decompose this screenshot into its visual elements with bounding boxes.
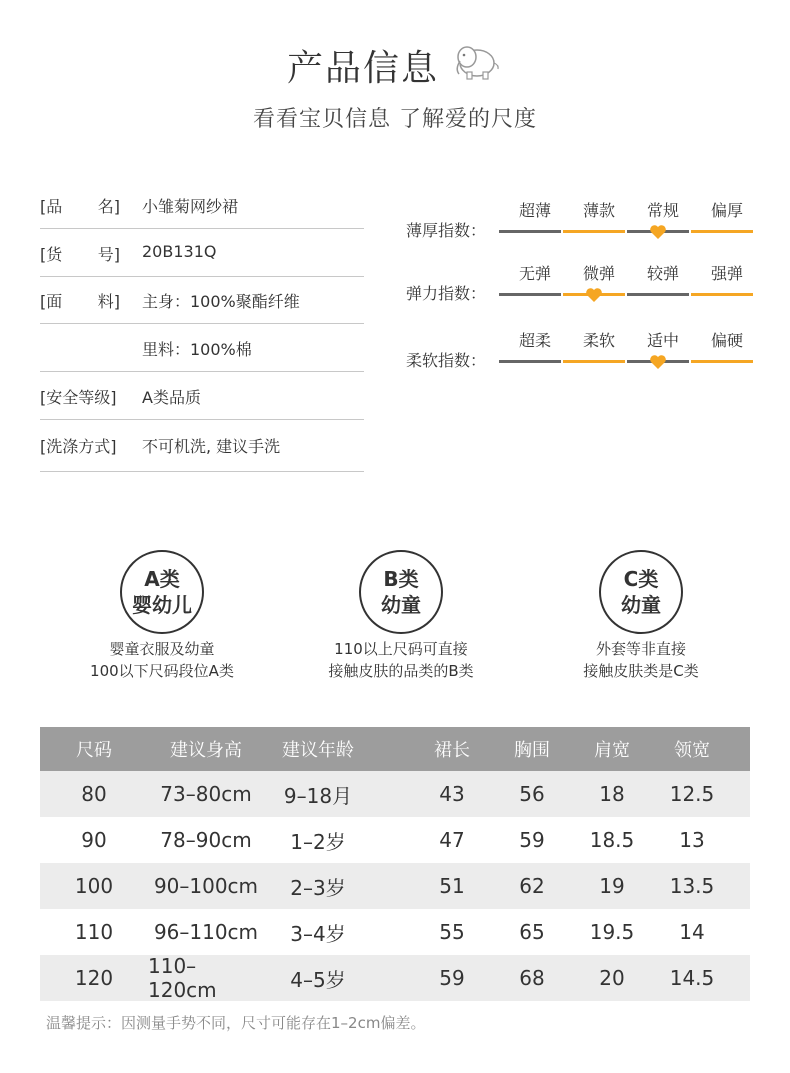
washing-label: [洗涤方式] <box>40 437 117 456</box>
table-row <box>40 817 750 863</box>
info-row-lining <box>40 324 364 372</box>
index-option: 柔软 <box>582 331 615 350</box>
table-row <box>40 863 750 909</box>
category-c-line2: 幼童 <box>621 593 661 617</box>
safety-label: [安全等级] <box>40 388 117 407</box>
index-option: 适中 <box>646 331 679 350</box>
header-collar: 领宽 <box>674 740 710 761</box>
index-track-segment <box>691 230 753 233</box>
page-title: 产品信息 <box>286 48 439 89</box>
table-cell: 12.5 <box>669 782 715 806</box>
index-label: 弹力指数： <box>406 284 487 303</box>
table-cell: 47 <box>439 828 465 852</box>
category-c-desc1: 外套等非直接 <box>595 640 686 658</box>
category-b-desc1: 110以上尺码可直接 <box>334 640 468 658</box>
table-cell: 18 <box>599 782 625 806</box>
info-row-washing <box>40 420 364 472</box>
table-cell: 1–2岁 <box>290 829 346 854</box>
index-option: 无弹 <box>518 264 551 283</box>
fabric-main-value: 主身：100%聚酯纤维 <box>142 292 300 311</box>
index-option: 薄款 <box>582 201 615 220</box>
table-cell: 90–100cm <box>153 874 259 898</box>
index-track-segment <box>691 360 753 363</box>
label-part: [货 <box>40 245 63 264</box>
table-cell: 9–18月 <box>283 783 353 808</box>
category-b-desc <box>291 638 511 682</box>
info-row-safety <box>40 372 364 420</box>
table-cell: 13.5 <box>669 874 715 898</box>
index-option: 超柔 <box>518 331 551 350</box>
safety-value: A类品质 <box>142 388 201 407</box>
table-cell: 73–80cm <box>160 782 252 806</box>
washing-value: 不可机洗, 建议手洗 <box>142 437 281 456</box>
category-c-badge <box>599 550 683 634</box>
category-b-desc2: 接触皮肤的品类的B类 <box>328 662 474 680</box>
label-part: [品 <box>40 197 63 216</box>
table-cell: 14.5 <box>669 966 715 990</box>
category-a-desc2: 100以下尺码段位A类 <box>90 662 234 680</box>
label-part: [面 <box>40 292 63 311</box>
table-cell: 120 <box>74 966 114 990</box>
elephant-icon <box>447 41 503 90</box>
table-cell: 56 <box>519 782 545 806</box>
table-row <box>40 955 750 1001</box>
label-part: 名] <box>97 197 120 216</box>
table-cell: 19 <box>599 874 625 898</box>
table-cell: 2–3岁 <box>290 875 346 900</box>
table-cell: 96–110cm <box>153 920 259 944</box>
category-a-badge <box>120 550 204 634</box>
info-row-sku <box>40 229 364 277</box>
heart-icon <box>585 287 603 303</box>
index-label: 柔软指数： <box>406 351 487 370</box>
fabric-lining-value: 里料：100%棉 <box>142 340 252 359</box>
size-table-header <box>40 727 750 771</box>
heart-icon <box>649 224 667 240</box>
page-subtitle: 看看宝贝信息 了解爱的尺度 <box>253 107 537 132</box>
table-cell: 18.5 <box>589 828 635 852</box>
table-cell: 55 <box>439 920 465 944</box>
table-cell: 13 <box>679 828 705 852</box>
table-cell: 3–4岁 <box>290 921 346 946</box>
index-option: 微弹 <box>582 264 615 283</box>
measurement-note: 温馨提示：因测量手势不同，尺寸可能存在1–2cm偏差。 <box>46 1014 426 1032</box>
index-track-segment <box>499 360 561 363</box>
index-option: 偏硬 <box>710 331 743 350</box>
page-title-container <box>0 40 790 91</box>
table-cell: 14 <box>679 920 705 944</box>
index-track-segment <box>499 230 561 233</box>
table-cell: 51 <box>439 874 465 898</box>
info-row-name <box>40 181 364 229</box>
index-option: 偏厚 <box>710 201 743 220</box>
header-height: 建议身高 <box>170 740 242 761</box>
table-cell: 90 <box>81 828 107 852</box>
table-cell: 110 <box>74 920 114 944</box>
index-label: 薄厚指数： <box>406 221 487 240</box>
header-size: 尺码 <box>76 740 112 761</box>
heart-icon <box>649 354 667 370</box>
category-a-desc <box>52 638 272 682</box>
size-table <box>40 727 750 1001</box>
label-part: 号] <box>97 245 120 264</box>
header-chest: 胸围 <box>514 740 550 761</box>
table-row <box>40 909 750 955</box>
index-option: 较弹 <box>646 264 679 283</box>
index-option: 常规 <box>646 201 679 220</box>
category-b-line2: 幼童 <box>381 593 421 617</box>
header-shoulder: 肩宽 <box>594 740 630 761</box>
sku-value: 20B131Q <box>142 242 217 261</box>
table-cell: 20 <box>599 966 625 990</box>
table-cell: 80 <box>81 782 107 806</box>
table-cell: 19.5 <box>589 920 635 944</box>
index-option: 超薄 <box>518 201 551 220</box>
table-cell: 110–120cm <box>148 954 217 1002</box>
table-cell: 59 <box>519 828 545 852</box>
index-track-segment <box>563 230 625 233</box>
table-cell: 43 <box>439 782 465 806</box>
table-cell: 100 <box>74 874 114 898</box>
category-c-desc <box>531 638 751 682</box>
header-length: 裙长 <box>434 740 470 761</box>
category-b-badge <box>359 550 443 634</box>
label-part: 料] <box>97 292 120 311</box>
table-cell: 68 <box>519 966 545 990</box>
index-track-segment <box>691 293 753 296</box>
category-a-line1: A类 <box>144 567 180 591</box>
header-age: 建议年龄 <box>282 740 354 761</box>
category-c-line1: C类 <box>623 567 659 591</box>
category-b-line1: B类 <box>383 567 419 591</box>
category-a-line2: 婴幼儿 <box>132 593 192 617</box>
category-a-desc1: 婴童衣服及幼童 <box>109 640 215 658</box>
index-track-segment <box>627 293 689 296</box>
table-cell: 4–5岁 <box>290 967 346 992</box>
table-cell: 78–90cm <box>160 828 252 852</box>
category-c-desc2: 接触皮肤类是C类 <box>583 662 699 680</box>
table-cell: 59 <box>439 966 465 990</box>
table-cell: 65 <box>519 920 545 944</box>
index-track-segment <box>563 360 625 363</box>
product-name-value: 小雏菊网纱裙 <box>142 197 239 216</box>
size-table-body <box>40 771 750 1001</box>
index-track-segment <box>499 293 561 296</box>
info-row-fabric <box>40 276 364 324</box>
table-row <box>40 771 750 817</box>
index-option: 强弹 <box>710 264 743 283</box>
table-cell: 62 <box>519 874 545 898</box>
